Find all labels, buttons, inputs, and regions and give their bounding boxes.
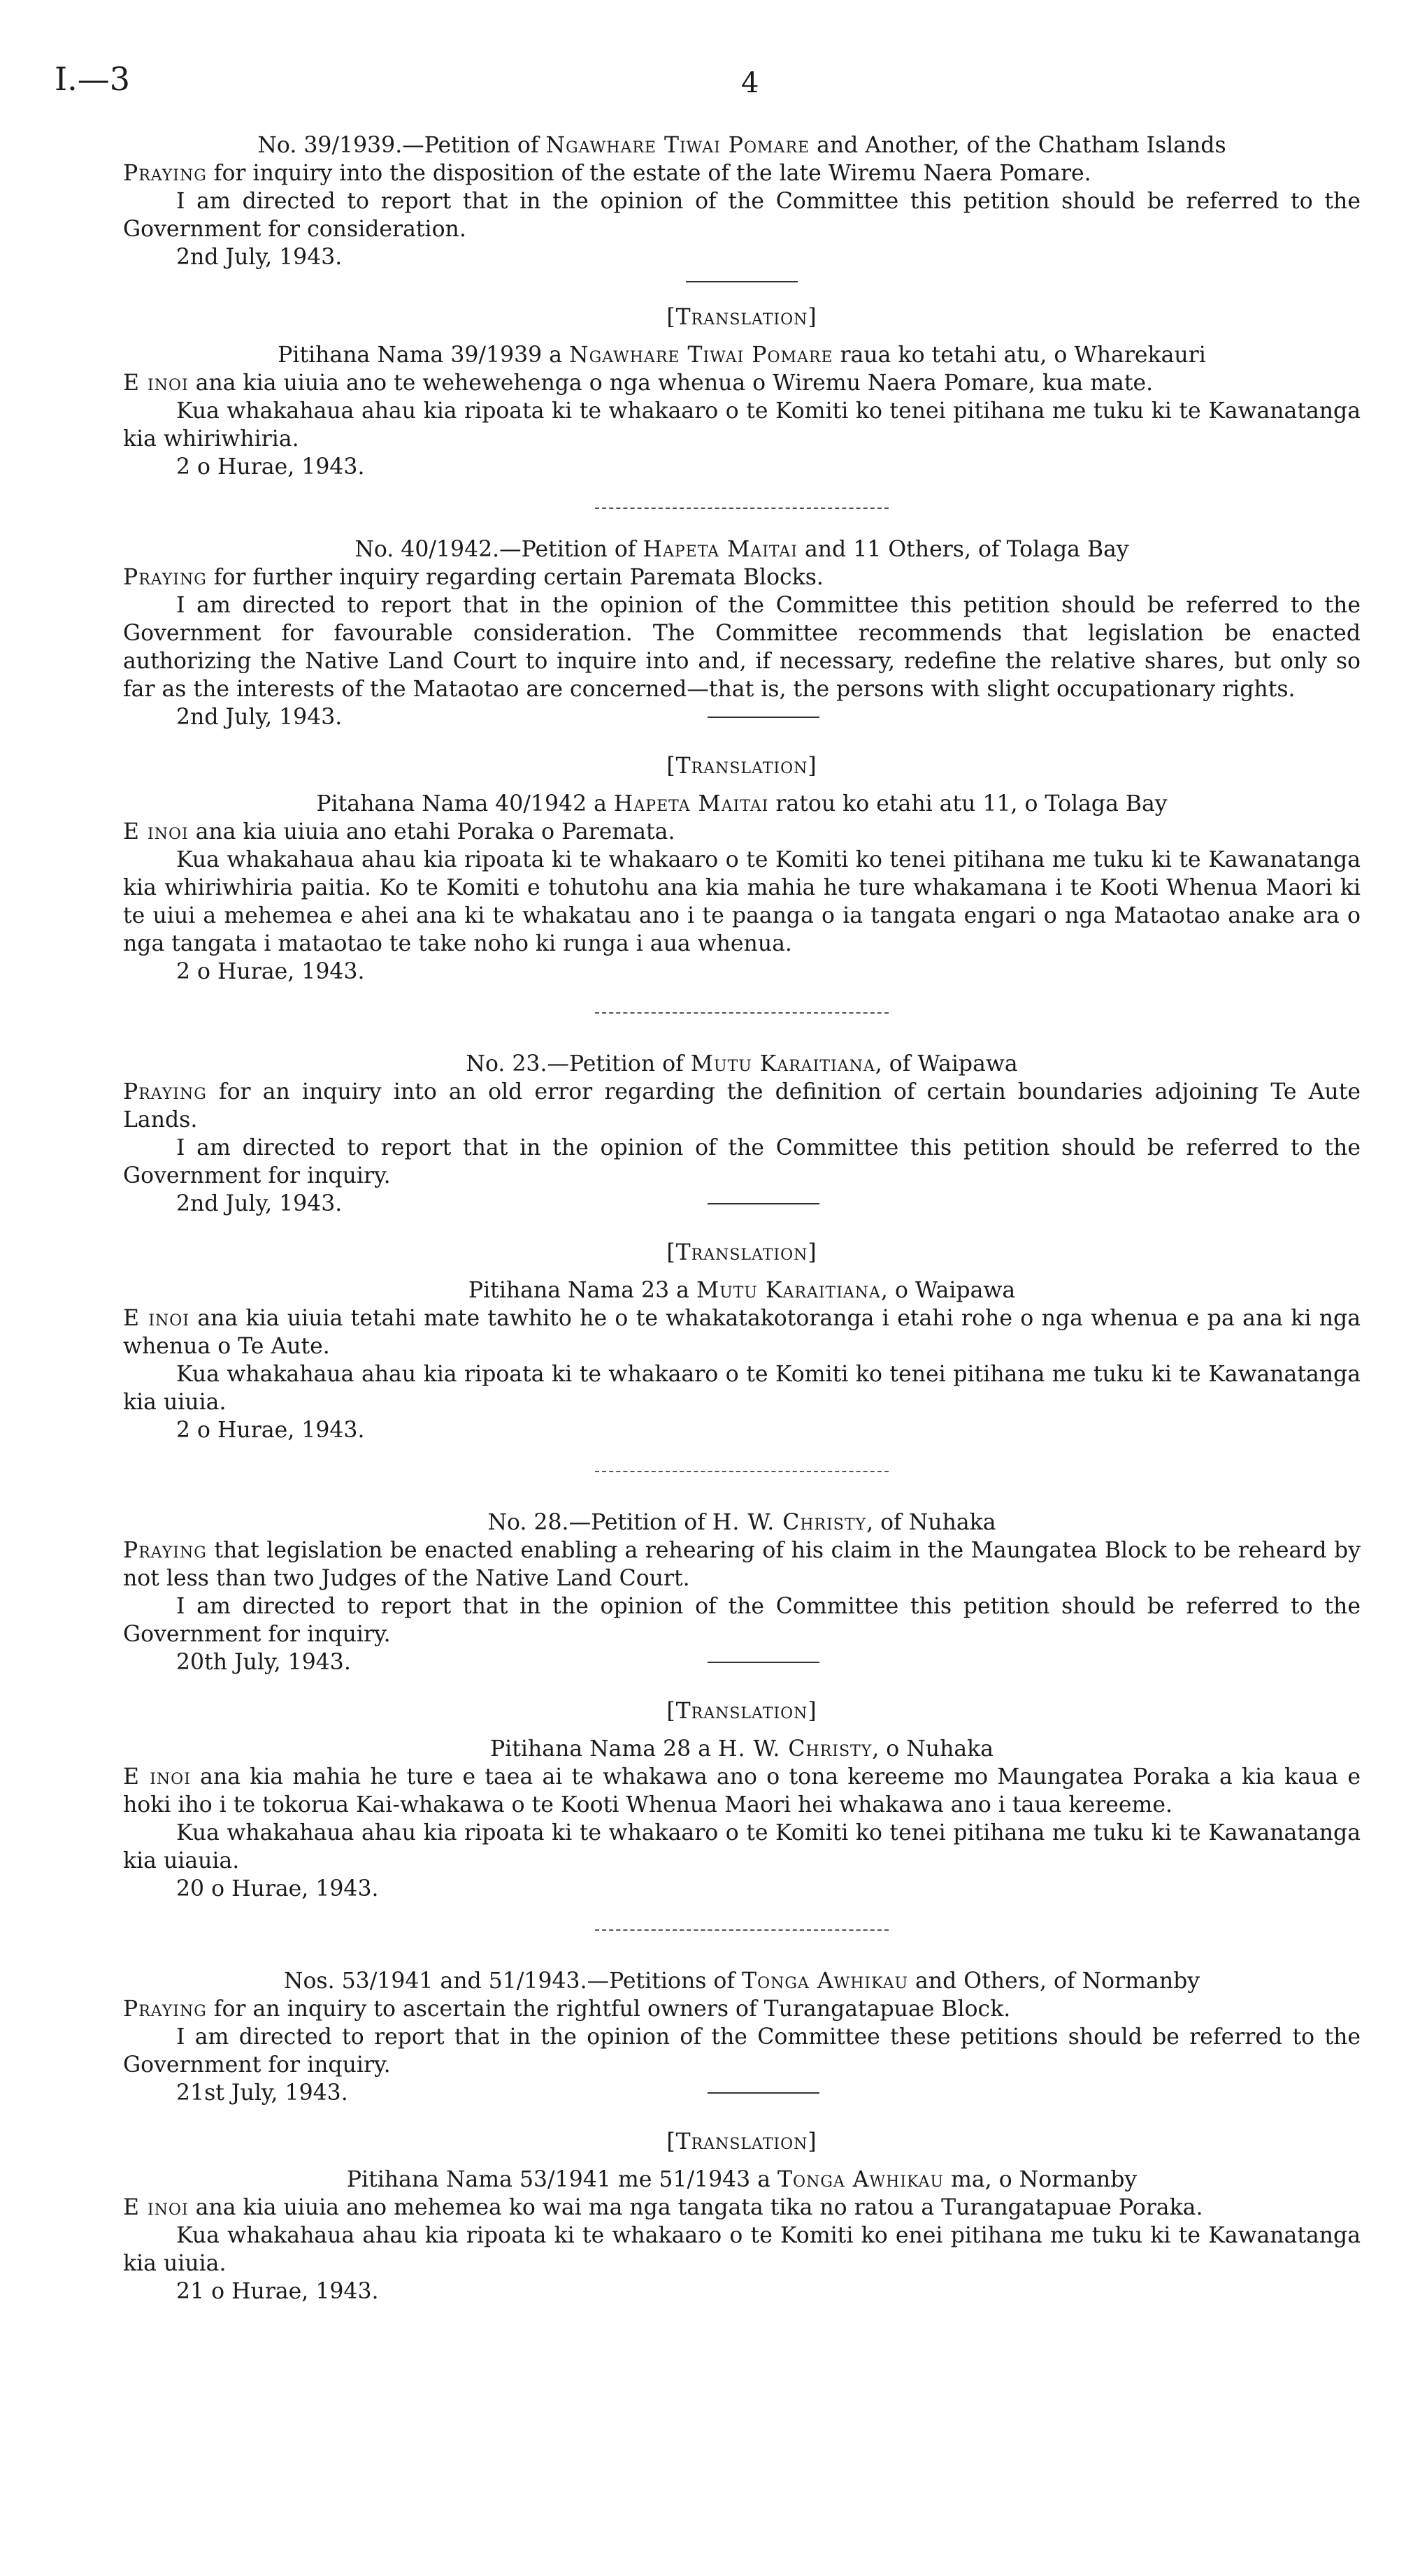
translation-date: 2 o Hurae, 1943.: [176, 959, 365, 984]
translation-label: [Translation]: [666, 2129, 817, 2154]
paper-reference: I.—3: [55, 60, 131, 98]
translation-praying: E inoi ana kia uiuia ano etahi Poraka o Paremata.: [123, 819, 675, 844]
petition-title: Nos. 53/1941 and 51/1943.—Petitions of Tonga Awhikau and Others, of Normanby: [283, 1969, 1200, 1994]
translation-date: 20 o Hurae, 1943.: [176, 1876, 379, 1901]
translation-title: Pitihana Nama 39/1939 a Ngawhare Tiwai Pomare raua ko tetahi atu, o Wharekauri: [278, 343, 1206, 368]
translation-praying: E inoi ana kia uiuia ano te wehewehenga o nga whenua o Wiremu Naera Pomare, kua mate.: [123, 370, 1154, 396]
translation-title: Pitihana Nama 23 a Mutu Karaitiana, o Waipawa: [468, 1278, 1016, 1303]
translation-praying: E inoi ana kia uiuia ano mehemea ko wai ma nga tangata tika no ratou a Turangatapuae Poraka.: [123, 2195, 1203, 2220]
short-rule: [708, 1203, 819, 1204]
translation-praying: E inoi ana kia mahia he ture e taea ai te whakawa ano o tona kereeme mo Maungatea Poraka a kia kaua e hoki iho i te tokorua Kai-whakawa o te Kooti Whenua Maori hei whakawa ano i taua kereeme.: [123, 1764, 1361, 1818]
petitioner-name: H. W. Christy: [712, 1510, 867, 1535]
petition-title: No. 40/1942.—Petition of Hapeta Maitai and 11 Others, of Tolaga Bay: [354, 537, 1129, 562]
petition-section: [123, 1050, 1361, 1444]
translation-report: Kua whakahaua ahau kia ripoata ki te whakaaro o te Komiti ko tenei pitihana me tuku ki te Kawanatanga kia whiriwhiria.: [123, 398, 1361, 452]
petition-title: No. 23.—Petition of Mutu Karaitiana, of Waipawa: [466, 1051, 1018, 1077]
praying-paragraph: Praying that legislation be enacted enabling a rehearing of his claim in the Maungatea Block to be reheard by not less than two Judges of the Native Land Court.: [123, 1538, 1361, 1591]
translation-label: [Translation]: [666, 754, 817, 779]
petition-section: [123, 535, 1361, 986]
translation-label: [Translation]: [666, 1240, 817, 1265]
praying-paragraph: Praying for an inquiry into an old error regarding the definition of certain boundaries adjoining Te Aute Lands.: [123, 1079, 1361, 1132]
report-paragraph: I am directed to report that in the opinion of the Committee this petition should be referred to the Government for consideration.: [123, 189, 1361, 242]
translation-title: Pitahana Nama 40/1942 a Hapeta Maitai ratou ko etahi atu 11, o Tolaga Bay: [316, 791, 1168, 816]
translation-date: 21 o Hurae, 1943.: [176, 2279, 379, 2304]
report-paragraph: I am directed to report that in the opinion of the Committee these petitions should be referred to the Government for inquiry.: [123, 2024, 1361, 2078]
short-rule: [708, 717, 819, 718]
praying-paragraph: Praying for inquiry into the disposition of the estate of the late Wiremu Naera Pomare.: [123, 161, 1091, 186]
translation-label: [Translation]: [666, 1699, 817, 1724]
petitioner-name: Mutu Karaitiana: [690, 1051, 875, 1077]
report-paragraph: I am directed to report that in the opinion of the Committee this petition should be referred to the Government for favourable consideration. The Committee recommends that legislation be enacted authorizing the Native Land Court to inquire into and, if necessary, redefine the relative shares, but only so far as the interests of the Mataotao are concerned—that is, the persons with slight occupationary rights.: [123, 593, 1361, 702]
report-paragraph: I am directed to report that in the opinion of the Committee this petition should be referred to the Government for inquiry.: [123, 1594, 1361, 1647]
petition-title: No. 39/1939.—Petition of Ngawhare Tiwai Pomare and Another, of the Chatham Islands: [257, 133, 1226, 158]
translation-report: Kua whakahaua ahau kia ripoata ki te whakaaro o te Komiti ko tenei pitihana me tuku ki te Kawanatanga kia whiriwhiria paitia. Ko te Komiti e tohutohu ana kia mahia he ture whakamana i te Kooti Whenua Maori ki te uiui a mehemea e ahei ana ki te whakatau ano i te paanga o ia tangata engari o nga Mataotao anake ara o nga tangata i mataotao te take noho ki runga i aua whenua.: [123, 847, 1361, 956]
translation-report: Kua whakahaua ahau kia ripoata ki te whakaaro o te Komiti ko enei pitihana me tuku ki te Kawanatanga kia uiuia.: [123, 2223, 1361, 2276]
petitioner-name: Ngawhare Tiwai Pomare: [545, 133, 810, 158]
page-number: 4: [741, 67, 759, 99]
translation-report: Kua whakahaua ahau kia ripoata ki te whakaaro o te Komiti ko tenei pitihana me tuku ki te Kawanatanga kia uiauia.: [123, 1820, 1361, 1873]
petitioner-name: Tonga Awhikau: [742, 1969, 909, 1994]
translation-date: 2 o Hurae, 1943.: [176, 454, 365, 480]
report-date: 2nd July, 1943.: [176, 705, 343, 730]
translation-title: Pitihana Nama 53/1941 me 51/1943 a Tonga Awhikau ma, o Normanby: [346, 2167, 1138, 2192]
short-rule: [708, 2092, 819, 2094]
translation-praying: E inoi ana kia uiuia tetahi mate tawhito he o te whakatakotoranga i etahi rohe o nga whenua e pa ana ki nga whenua o Te Aute.: [123, 1306, 1361, 1359]
short-rule: [708, 1662, 819, 1663]
translation-label: [Translation]: [666, 305, 817, 330]
praying-paragraph: Praying for further inquiry regarding certain Paremata Blocks.: [123, 565, 824, 590]
petition-title: No. 28.—Petition of H. W. Christy, of Nuhaka: [487, 1510, 996, 1535]
translation-report: Kua whakahaua ahau kia ripoata ki te whakaaro o te Komiti ko tenei pitihana me tuku ki te Kawanatanga kia uiuia.: [123, 1362, 1361, 1415]
petition-section: [123, 131, 1361, 481]
petition-section: [123, 1509, 1361, 1903]
petitioner-name: Hapeta Maitai: [643, 537, 798, 562]
report-date: 2nd July, 1943.: [176, 1191, 343, 1216]
report-paragraph: I am directed to report that in the opinion of the Committee this petition should be referred to the Government for inquiry.: [123, 1135, 1361, 1188]
praying-paragraph: Praying for an inquiry to ascertain the rightful owners of Turangatapuae Block.: [123, 1996, 1011, 2022]
petition-section: [123, 1967, 1361, 2305]
report-date: 20th July, 1943.: [176, 1650, 351, 1675]
translation-date: 2 o Hurae, 1943.: [176, 1418, 365, 1443]
translation-title: Pitihana Nama 28 a H. W. Christy, o Nuhaka: [489, 1736, 994, 1762]
page-body: [123, 131, 1361, 2305]
report-date: 2nd July, 1943.: [176, 245, 343, 270]
report-date: 21st July, 1943.: [176, 2080, 348, 2106]
